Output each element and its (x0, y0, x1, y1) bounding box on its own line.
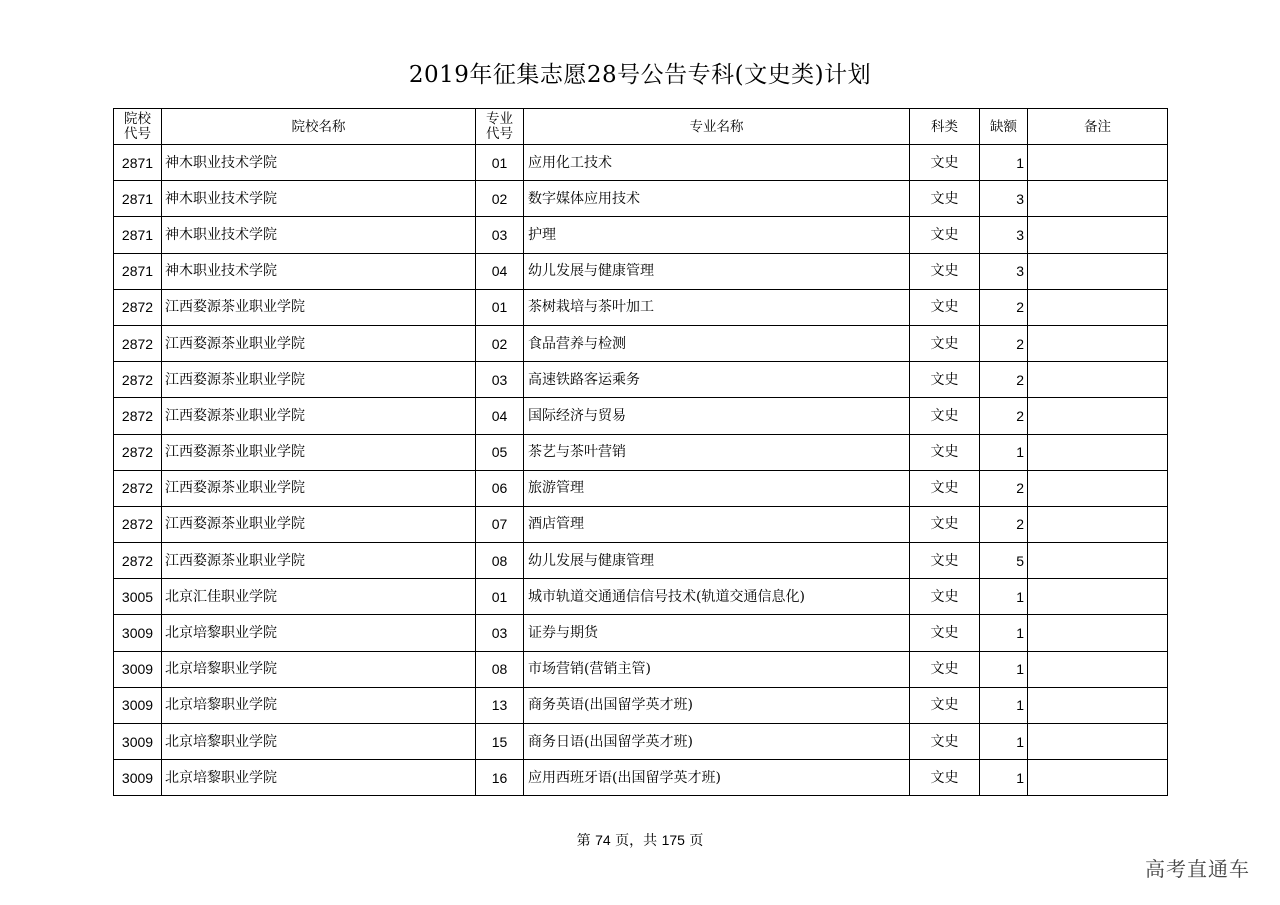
cell-major-code: 06 (476, 470, 524, 506)
cell-school-code: 3009 (114, 651, 162, 687)
cell-category: 文史 (910, 434, 980, 470)
cell-quota: 1 (980, 651, 1028, 687)
cell-quota: 2 (980, 362, 1028, 398)
table-row (114, 615, 1168, 651)
table-row (114, 181, 1168, 217)
cell-school-code: 3009 (114, 724, 162, 760)
cell-school-code: 2872 (114, 398, 162, 434)
cell-quota: 1 (980, 687, 1028, 723)
cell-note (1028, 181, 1168, 217)
page-title: 2019年征集志愿28号公告专科(文史类)计划 (408, 62, 872, 88)
table-row (114, 724, 1168, 760)
cell-note (1028, 543, 1168, 579)
cell-major-code: 02 (476, 325, 524, 361)
cell-school-name: 江西婺源茶业职业学院 (162, 325, 476, 361)
cell-school-name: 北京培黎职业学院 (162, 724, 476, 760)
cell-school-code: 3009 (114, 760, 162, 796)
table-row (114, 362, 1168, 398)
header-major-name: 专业名称 (524, 109, 910, 145)
cell-quota: 2 (980, 506, 1028, 542)
cell-school-name: 神木职业技术学院 (162, 145, 476, 181)
cell-school-code: 2872 (114, 362, 162, 398)
cell-major-code: 08 (476, 651, 524, 687)
cell-category: 文史 (910, 145, 980, 181)
cell-major-code: 04 (476, 398, 524, 434)
cell-school-code: 2872 (114, 506, 162, 542)
cell-note (1028, 724, 1168, 760)
cell-school-code: 2872 (114, 325, 162, 361)
table-row (114, 217, 1168, 253)
cell-category: 文史 (910, 398, 980, 434)
cell-quota: 3 (980, 217, 1028, 253)
page-footer: 第 74 页，共 175 页 (576, 832, 704, 849)
cell-major-code: 07 (476, 506, 524, 542)
table-row (114, 434, 1168, 470)
cell-category: 文史 (910, 325, 980, 361)
cell-school-code: 3009 (114, 615, 162, 651)
cell-quota: 3 (980, 181, 1028, 217)
cell-major-name: 高速铁路客运乘务 (524, 362, 910, 398)
cell-note (1028, 362, 1168, 398)
cell-quota: 1 (980, 760, 1028, 796)
cell-quota: 1 (980, 579, 1028, 615)
cell-major-name: 应用西班牙语(出国留学英才班) (524, 760, 910, 796)
cell-major-name: 城市轨道交通通信信号技术(轨道交通信息化) (524, 579, 910, 615)
header-school-name: 院校名称 (162, 109, 476, 145)
cell-school-code: 2871 (114, 217, 162, 253)
cell-major-code: 03 (476, 217, 524, 253)
table-row (114, 145, 1168, 181)
cell-major-name: 数字媒体应用技术 (524, 181, 910, 217)
cell-major-code: 01 (476, 289, 524, 325)
table-header-row (114, 109, 1168, 145)
cell-major-code: 01 (476, 145, 524, 181)
cell-school-code: 3009 (114, 687, 162, 723)
header-quota: 缺额 (980, 109, 1028, 145)
cell-quota: 3 (980, 253, 1028, 289)
table-row (114, 253, 1168, 289)
cell-note (1028, 145, 1168, 181)
watermark-logo-text: 高考直通车 (1145, 857, 1250, 881)
cell-school-name: 北京培黎职业学院 (162, 651, 476, 687)
cell-major-name: 幼儿发展与健康管理 (524, 253, 910, 289)
cell-school-name: 神木职业技术学院 (162, 253, 476, 289)
cell-quota: 1 (980, 145, 1028, 181)
cell-major-name: 国际经济与贸易 (524, 398, 910, 434)
cell-note (1028, 615, 1168, 651)
cell-note (1028, 687, 1168, 723)
table-row (114, 687, 1168, 723)
cell-category: 文史 (910, 289, 980, 325)
cell-major-name: 商务英语(出国留学英才班) (524, 687, 910, 723)
cell-school-code: 2872 (114, 289, 162, 325)
header-note: 备注 (1028, 109, 1168, 145)
cell-major-code: 15 (476, 724, 524, 760)
cell-note (1028, 434, 1168, 470)
cell-school-code: 2871 (114, 145, 162, 181)
cell-category: 文史 (910, 362, 980, 398)
header-school-code: 院校 代号 (114, 109, 162, 145)
cell-note (1028, 289, 1168, 325)
table-row (114, 543, 1168, 579)
cell-school-name: 北京汇佳职业学院 (162, 579, 476, 615)
cell-school-code: 2872 (114, 543, 162, 579)
cell-major-name: 护理 (524, 217, 910, 253)
cell-major-code: 04 (476, 253, 524, 289)
cell-major-name: 茶艺与茶叶营销 (524, 434, 910, 470)
cell-major-code: 03 (476, 615, 524, 651)
cell-note (1028, 470, 1168, 506)
cell-major-code: 01 (476, 579, 524, 615)
cell-note (1028, 217, 1168, 253)
cell-major-code: 13 (476, 687, 524, 723)
table-row (114, 398, 1168, 434)
cell-note (1028, 398, 1168, 434)
cell-category: 文史 (910, 543, 980, 579)
table-row (114, 289, 1168, 325)
cell-major-name: 酒店管理 (524, 506, 910, 542)
table-row (114, 651, 1168, 687)
cell-school-name: 江西婺源茶业职业学院 (162, 506, 476, 542)
cell-school-name: 江西婺源茶业职业学院 (162, 398, 476, 434)
cell-quota: 5 (980, 543, 1028, 579)
table-row (114, 579, 1168, 615)
cell-major-name: 市场营销(营销主管) (524, 651, 910, 687)
cell-note (1028, 253, 1168, 289)
cell-category: 文史 (910, 615, 980, 651)
cell-school-name: 神木职业技术学院 (162, 217, 476, 253)
cell-school-code: 3005 (114, 579, 162, 615)
cell-school-name: 江西婺源茶业职业学院 (162, 470, 476, 506)
cell-school-name: 北京培黎职业学院 (162, 687, 476, 723)
cell-quota: 1 (980, 434, 1028, 470)
cell-category: 文史 (910, 724, 980, 760)
table-row (114, 470, 1168, 506)
cell-category: 文史 (910, 181, 980, 217)
cell-category: 文史 (910, 651, 980, 687)
cell-category: 文史 (910, 470, 980, 506)
cell-category: 文史 (910, 253, 980, 289)
cell-note (1028, 579, 1168, 615)
cell-major-name: 证券与期货 (524, 615, 910, 651)
cell-major-code: 16 (476, 760, 524, 796)
cell-quota: 1 (980, 724, 1028, 760)
cell-major-name: 食品营养与检测 (524, 325, 910, 361)
cell-school-name: 北京培黎职业学院 (162, 615, 476, 651)
cell-school-code: 2872 (114, 470, 162, 506)
cell-major-name: 幼儿发展与健康管理 (524, 543, 910, 579)
cell-school-name: 江西婺源茶业职业学院 (162, 434, 476, 470)
cell-major-name: 旅游管理 (524, 470, 910, 506)
cell-major-code: 03 (476, 362, 524, 398)
cell-major-code: 08 (476, 543, 524, 579)
header-category: 科类 (910, 109, 980, 145)
cell-category: 文史 (910, 506, 980, 542)
page-number: 74 (595, 832, 611, 848)
cell-school-name: 神木职业技术学院 (162, 181, 476, 217)
cell-quota: 2 (980, 398, 1028, 434)
cell-major-name: 应用化工技术 (524, 145, 910, 181)
cell-school-name: 江西婺源茶业职业学院 (162, 543, 476, 579)
cell-major-code: 05 (476, 434, 524, 470)
cell-school-name: 江西婺源茶业职业学院 (162, 362, 476, 398)
table-row (114, 760, 1168, 796)
cell-note (1028, 506, 1168, 542)
cell-category: 文史 (910, 687, 980, 723)
cell-school-name: 江西婺源茶业职业学院 (162, 289, 476, 325)
cell-category: 文史 (910, 579, 980, 615)
cell-major-code: 02 (476, 181, 524, 217)
cell-major-name: 茶树栽培与茶叶加工 (524, 289, 910, 325)
cell-school-code: 2871 (114, 181, 162, 217)
cell-school-code: 2871 (114, 253, 162, 289)
cell-category: 文史 (910, 217, 980, 253)
cell-school-code: 2872 (114, 434, 162, 470)
table-row (114, 325, 1168, 361)
cell-quota: 1 (980, 615, 1028, 651)
cell-quota: 2 (980, 325, 1028, 361)
cell-quota: 2 (980, 289, 1028, 325)
cell-note (1028, 651, 1168, 687)
cell-school-name: 北京培黎职业学院 (162, 760, 476, 796)
cell-category: 文史 (910, 760, 980, 796)
header-major-code: 专业 代号 (476, 109, 524, 145)
cell-quota: 2 (980, 470, 1028, 506)
total-pages: 175 (661, 832, 685, 848)
cell-major-name: 商务日语(出国留学英才班) (524, 724, 910, 760)
cell-note (1028, 760, 1168, 796)
enrollment-plan-table (113, 108, 1168, 796)
cell-note (1028, 325, 1168, 361)
table-row (114, 506, 1168, 542)
